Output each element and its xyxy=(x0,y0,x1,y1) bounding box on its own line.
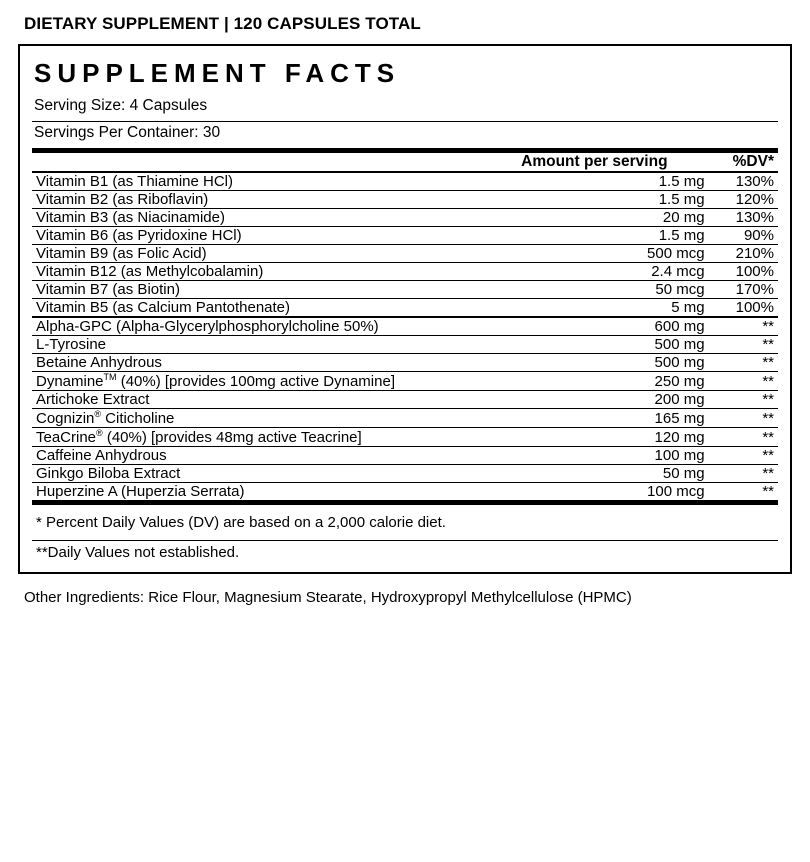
table-row xyxy=(32,173,778,191)
footnotes xyxy=(32,511,778,564)
trademark-symbol: TM xyxy=(103,372,117,382)
nutrient-amount: 250 mg xyxy=(609,372,710,391)
nutrient-amount: 100 mcg xyxy=(609,483,710,501)
registered-symbol: ® xyxy=(96,428,103,438)
nutrient-dv: ** xyxy=(711,428,778,447)
nutrient-amount: 600 mg xyxy=(609,317,710,336)
nutrient-name: Vitamin B5 (as Calcium Pantothenate) xyxy=(32,299,609,318)
nutrient-name: Vitamin B2 (as Riboflavin) xyxy=(32,191,609,209)
table-row xyxy=(32,465,778,483)
nutrient-dv: ** xyxy=(711,391,778,409)
nutrient-name: Ginkgo Biloba Extract xyxy=(32,465,609,483)
table-row xyxy=(32,299,778,318)
nutrient-name-tail: (40%) [provides 48mg active Teacrine] xyxy=(102,429,362,446)
nutrient-dv: 120% xyxy=(711,191,778,209)
nutrient-amount: 120 mg xyxy=(609,428,710,447)
nutrient-name: Huperzine A (Huperzia Serrata) xyxy=(32,483,609,501)
table-row xyxy=(32,191,778,209)
nutrient-dv: 100% xyxy=(711,299,778,318)
nutrient-dv: 100% xyxy=(711,263,778,281)
supplement-facts-title: SUPPLEMENT FACTS xyxy=(34,58,401,88)
nutrient-name: Vitamin B9 (as Folic Acid) xyxy=(32,245,609,263)
nutrient-dv: ** xyxy=(711,483,778,501)
nutrient-name: Vitamin B12 (as Methylcobalamin) xyxy=(32,263,609,281)
table-row xyxy=(32,447,778,465)
nutrient-amount: 50 mcg xyxy=(609,281,710,299)
nutrient-amount: 50 mg xyxy=(609,465,710,483)
nutrient-dv: ** xyxy=(711,372,778,391)
vitamins-table xyxy=(32,173,778,500)
nutrient-name-tail: Citicholine xyxy=(101,410,175,427)
nutrient-dv: ** xyxy=(711,409,778,428)
nutrient-amount: 500 mg xyxy=(609,354,710,372)
nutrient-amount: 20 mg xyxy=(609,209,710,227)
nutrient-name-main: TeaCrine xyxy=(36,429,97,446)
nutrient-amount: 500 mg xyxy=(609,336,710,354)
header-percent-dv: %DV* xyxy=(732,153,774,170)
nutrient-name: Vitamin B7 (as Biotin) xyxy=(32,281,609,299)
header-amount-per-serving: Amount per serving xyxy=(521,153,668,170)
nutrient-name-tail: (40%) [provides 100mg active Dynamine] xyxy=(116,373,395,390)
table-header-row xyxy=(32,153,778,171)
nutrient-name: Betaine Anhydrous xyxy=(32,354,609,372)
table-row xyxy=(32,336,778,354)
nutrient-name: L-Tyrosine xyxy=(32,336,609,354)
nutrient-name-main: Dynamine xyxy=(36,373,104,390)
nutrient-dv: ** xyxy=(711,465,778,483)
table-row xyxy=(32,409,778,428)
divider-thick-bottom xyxy=(32,500,778,505)
nutrient-dv: ** xyxy=(711,317,778,336)
nutrient-name: Artichoke Extract xyxy=(32,391,609,409)
nutrient-name: Alpha-GPC (Alpha-Glycerylphosphorylcholine 50%) xyxy=(32,317,609,336)
nutrient-amount: 5 mg xyxy=(609,299,710,318)
table-row xyxy=(32,372,778,391)
table-row xyxy=(32,281,778,299)
nutrient-name: Vitamin B3 (as Niacinamide) xyxy=(32,209,609,227)
nutrient-amount: 200 mg xyxy=(609,391,710,409)
nutrient-amount: 100 mg xyxy=(609,447,710,465)
supplement-facts-table xyxy=(32,153,778,171)
table-row xyxy=(32,483,778,501)
nutrient-dv: 130% xyxy=(711,209,778,227)
nutrient-dv: 210% xyxy=(711,245,778,263)
nutrient-name xyxy=(32,428,609,447)
table-row xyxy=(32,209,778,227)
footnote-not-established: **Daily Values not established. xyxy=(36,544,240,561)
header-blank xyxy=(32,153,420,171)
nutrient-name xyxy=(32,409,609,428)
nutrient-dv: 130% xyxy=(735,173,774,190)
nutrient-dv: 90% xyxy=(711,227,778,245)
serving-size: Serving Size: 4 Capsules xyxy=(34,97,208,114)
nutrient-dv: ** xyxy=(711,447,778,465)
nutrient-name: Caffeine Anhydrous xyxy=(32,447,609,465)
table-row xyxy=(32,391,778,409)
table-row xyxy=(32,354,778,372)
table-row xyxy=(32,227,778,245)
table-row xyxy=(32,428,778,447)
nutrient-amount: 1.5 mg xyxy=(658,173,705,190)
nutrient-dv: ** xyxy=(711,354,778,372)
servings-per-container: Servings Per Container: 30 xyxy=(34,124,221,141)
nutrient-amount: 2.4 mcg xyxy=(609,263,710,281)
nutrient-name: Vitamin B6 (as Pyridoxine HCl) xyxy=(32,227,609,245)
nutrient-name-main: Cognizin xyxy=(36,410,95,427)
table-row xyxy=(32,317,778,336)
nutrient-amount: 500 mcg xyxy=(609,245,710,263)
nutrient-amount: 165 mg xyxy=(609,409,710,428)
dietary-supplement-banner: DIETARY SUPPLEMENT | 120 CAPSULES TOTAL xyxy=(24,14,421,33)
supplement-facts-panel xyxy=(18,44,792,574)
nutrient-amount: 1.5 mg xyxy=(609,191,710,209)
registered-symbol: ® xyxy=(94,409,102,419)
nutrient-name xyxy=(32,372,609,391)
nutrient-dv: 170% xyxy=(711,281,778,299)
divider-under-serving-size xyxy=(32,121,778,122)
other-ingredients: Other Ingredients: Rice Flour, Magnesium Stearate, Hydroxypropyl Methylcellulose (HPMC) xyxy=(24,589,632,606)
table-row xyxy=(32,263,778,281)
footnote-daily-value: * Percent Daily Values (DV) are based on a 2,000 calorie diet. xyxy=(36,514,446,531)
nutrient-amount: 1.5 mg xyxy=(609,227,710,245)
nutrient-name: Vitamin B1 (as Thiamine HCl) xyxy=(36,173,234,190)
nutrient-dv: ** xyxy=(711,336,778,354)
table-row xyxy=(32,245,778,263)
